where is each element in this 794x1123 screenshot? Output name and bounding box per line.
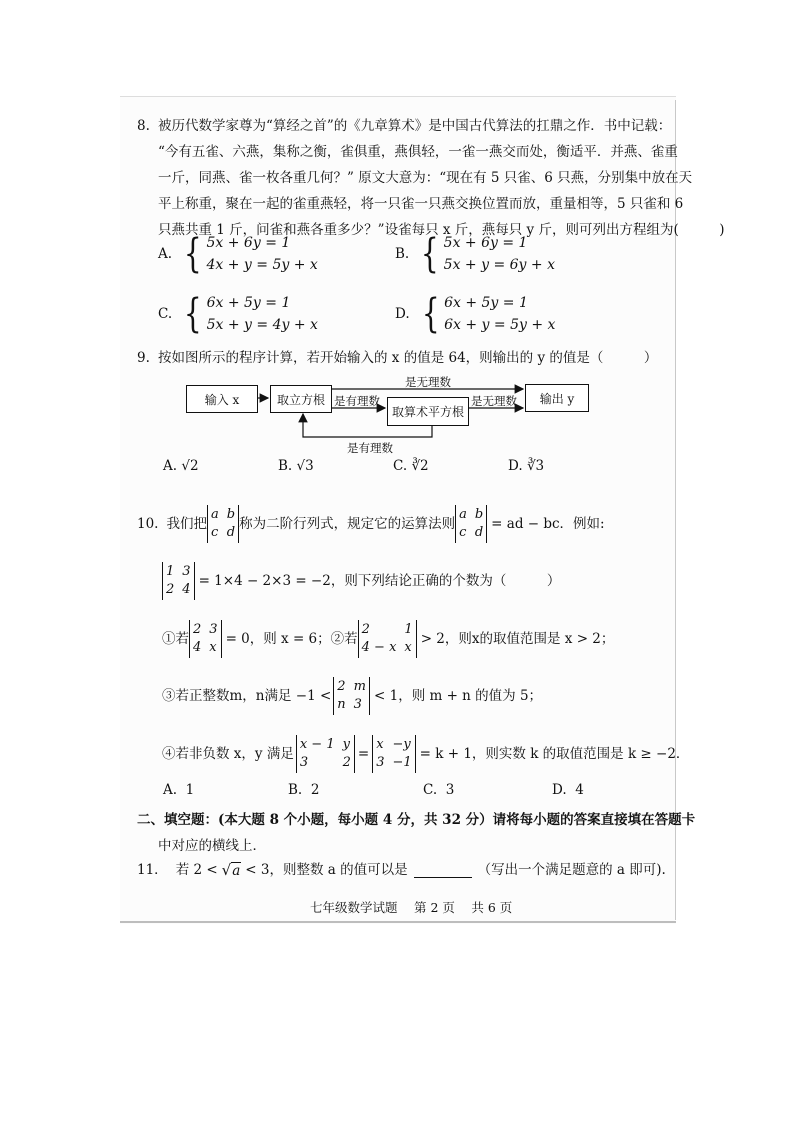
det-cell: 2 [337,679,346,694]
page-footer: 七年级数学试题 第 2 页 共 6 页 [310,900,513,915]
brace-icon: { [183,231,202,277]
equation: 5x + y = 4y + x [206,317,318,333]
q9-text: 按如图所示的程序计算，若开始输入的 x 的值是 64，则输出的 y 的值是（ ） [158,350,658,366]
det-cell: x [209,640,217,655]
option-label: C. [158,306,173,322]
q11-number: 11． [137,862,168,878]
det-cell: 3 [299,755,309,770]
option-value: ∛2 [411,458,429,474]
det-cell: 3 [209,622,218,637]
q10-option-c[interactable] [423,780,454,800]
statement-text: = 0，则 x = 6；②若 [225,631,358,647]
q8-number: 8. [137,118,150,134]
option-label: B. [278,458,293,474]
flow-label-irrational: 是无理数 [405,375,451,389]
q10-text: = ad − bc．例如: [491,516,605,532]
q10-number: 10. [137,516,159,532]
det-cell: 4 − x [361,640,397,655]
det-cell: x [376,737,384,752]
option-value: 2 [310,782,320,798]
equation: 5x + 6y = 1 [443,235,528,251]
equation: 4x + y = 5y + x [206,257,318,273]
determinant [358,620,417,658]
det-cell: −y [392,737,411,752]
flow-label-rational-loop: 是有理数 [347,441,393,455]
det-cell: y [342,737,350,752]
det-cell: 4 [193,640,202,655]
option-value: √3 [296,458,314,474]
option-value: ∛3 [526,458,545,474]
q11-text: （写出一个满足题意的 a 即可). [477,862,666,878]
q9-number: 9. [137,350,150,366]
q8-line-1: 被历代数学家尊为“算经之首”的《九章算术》是中国古代算法的扛鼎之作．书中记载： [158,118,672,134]
sqrt-icon: √ [221,861,232,879]
determinant [189,620,222,658]
det-cell: −1 [392,755,412,770]
option-value: 1 [185,782,195,798]
brace-icon: { [421,231,439,277]
det-cell: c [459,525,467,540]
statement-text: = k + 1，则实数 k 的取值范围是 k ≥ −2． [419,746,690,762]
option-label: A. [158,246,173,262]
det-cell: x − 1 [299,737,335,752]
q10-line-1 [137,505,605,543]
radicand: a [232,862,241,879]
q10-option-d[interactable] [552,780,584,800]
q9-option-c[interactable] [393,456,429,476]
brace-icon: { [421,291,440,337]
equation: 5x + y = 6y + x [443,257,555,273]
option-label: D. [552,782,567,798]
q8-line-5: 只燕共重 1 斤，问雀和燕各重多少？”设雀每只 x 斤，燕每只 y 斤，则可列出方程组为( ) [158,222,725,238]
det-cell: 2 [193,622,202,637]
option-label: C. [393,458,408,474]
det-cell: 4 [182,582,191,597]
q9-option-b[interactable] [278,456,314,476]
q10-statement-4: ④若非负数 x，y 满足 x − 1 y 3 2 = x −y 3 −1 = k + 1，则实数 k 的取值范围是 k ≥ −2． [162,735,689,773]
q8-line-3: 一斤，同燕、雀一枚各重几何？” 原文大意为：“现在有 5 只雀、6 只燕，分别集中放在天 [158,170,693,186]
statement-text: ③若正整数m，n满足 −1 < [162,688,332,704]
q9-option-d[interactable] [508,456,544,476]
option-value: 3 [445,782,455,798]
det-cell: 2 [342,755,351,770]
q10-option-b[interactable] [288,780,319,800]
equation: 6x + 5y = 1 [444,295,528,311]
determinant [296,735,355,773]
q10-text: 称为二阶行列式，规定它的运算法则 [239,516,456,532]
flow-cuberoot-box [270,385,332,413]
statement-text: > 2，则x的取值范围是 x > 2； [420,631,615,647]
q11-text: 若 2 < [175,862,218,878]
det-cell: n [337,697,346,712]
statement-text: ①若 [162,631,189,647]
brace-icon: { [183,291,202,337]
flow-label-rational: 是有理数 [334,394,380,408]
flow-input-box [186,385,258,413]
determinant [162,562,195,600]
q11-text: < 3，则整数 a 的值可以是 [245,862,408,878]
equation: 6x + y = 5y + x [444,317,556,333]
det-cell: x [404,640,412,655]
det-cell: 3 [353,697,362,712]
determinant [207,505,239,543]
q10-example-text: = 1×4 − 2×3 = −2，则下列结论正确的个数为（ ） [198,573,561,589]
det-cell: 1 [166,564,175,579]
flow-input-label: 输入 x [204,392,240,407]
q9-option-a[interactable] [163,456,199,476]
flow-cuberoot-label: 取立方根 [276,392,325,407]
statement-text: ④若非负数 x，y 满足 [162,746,294,762]
flow-output-label: 输出 y [539,391,575,406]
flow-label-irrational-2: 是无理数 [471,394,517,408]
flow-sqrt-label: 取算术平方根 [391,405,464,419]
option-label: A. [163,782,178,798]
option-value: 4 [575,782,584,798]
flow-output-box [525,384,589,412]
q11 [137,860,666,880]
q8-line-2: “今有五雀、六燕，集称之衡，雀俱重，燕俱轻，一雀一燕交而处，衡适平．并燕、雀重 [158,144,678,160]
q10-text: 我们把 [166,516,207,532]
q10-statement-3 [162,677,542,715]
option-label: D. [508,458,523,474]
det-cell: 3 [376,755,385,770]
det-cell: 1 [404,622,413,637]
section-2-heading: 二、填空题：(本大题 8 个小题，每小题 4 分，共 32 分）请将每小题的答案直接填在答题卡 [137,812,696,828]
det-cell: b [226,507,236,522]
det-cell: 2 [166,582,175,597]
option-label: C. [423,782,438,798]
det-cell: d [226,525,236,540]
equation: 5x + 6y = 1 [206,235,291,251]
det-cell: b [474,507,484,522]
option-value: √2 [181,458,199,474]
section-2-line-2: 中对应的横线上． [158,838,266,854]
q10-statement-1-2 [162,620,614,658]
q10-option-a[interactable] [163,780,194,800]
option-label: A. [163,458,178,474]
det-cell: c [210,525,219,540]
option-label: B. [288,782,303,798]
equation: 6x + 5y = 1 [206,295,291,311]
det-cell: 3 [182,564,191,579]
q10-example [162,562,560,600]
flow-sqrt-box [387,397,469,426]
answer-blank[interactable] [414,863,472,878]
determinant [372,735,415,773]
q8-line-4: 平上称重，聚在一起的雀重燕轻，将一只雀一只燕交换位置而放，重量相等，5 只雀和 6 [158,196,684,212]
det-cell: a [459,507,467,522]
statement-text: < 1，则 m + n 的值为 5； [374,688,543,704]
determinant [333,677,370,715]
det-cell: d [474,525,484,540]
option-label: D. [395,306,410,322]
det-cell: a [210,507,219,522]
det-cell: m [353,679,366,694]
determinant [455,505,487,543]
option-label: B. [395,246,410,262]
det-cell: 2 [361,622,370,637]
